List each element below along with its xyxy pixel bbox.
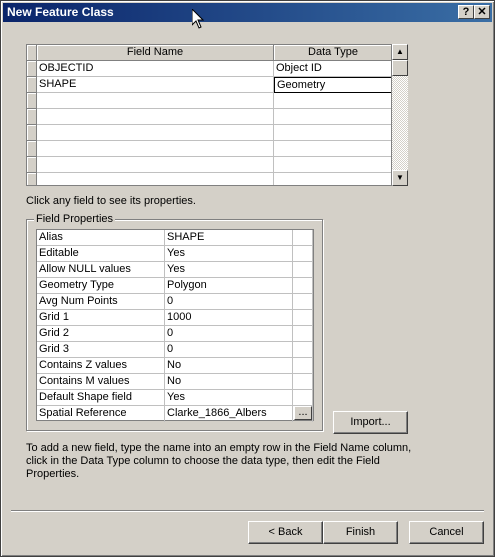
property-value[interactable]: No [165, 358, 293, 374]
row-selector[interactable] [27, 77, 37, 93]
property-row[interactable] [37, 294, 313, 310]
row-selector[interactable] [27, 109, 37, 125]
fields-grid [26, 44, 392, 186]
property-row[interactable] [37, 278, 313, 294]
field-name-cell[interactable] [37, 125, 274, 141]
property-row[interactable] [37, 246, 313, 262]
separator [11, 510, 484, 512]
property-extra [293, 326, 313, 342]
property-row[interactable] [37, 230, 313, 246]
data-type-cell[interactable] [274, 157, 392, 173]
field-name-cell[interactable] [37, 93, 274, 109]
table-row[interactable] [27, 77, 392, 93]
fields-grid-scrollbar[interactable] [392, 44, 408, 186]
spatial-reference-browse-button[interactable]: ... [294, 406, 312, 420]
help-button[interactable]: ? [458, 5, 474, 19]
property-extra [293, 358, 313, 374]
data-type-cell-selected[interactable]: Geometry [274, 77, 392, 93]
field-name-cell[interactable]: OBJECTID [37, 61, 274, 77]
scroll-up-icon[interactable]: ▲ [392, 44, 408, 60]
property-value[interactable]: 0 [165, 294, 293, 310]
property-extra [293, 246, 313, 262]
table-row[interactable] [27, 173, 392, 186]
table-row[interactable] [27, 109, 392, 125]
import-button[interactable]: Import... [333, 411, 408, 434]
field-name-cell[interactable]: SHAPE [37, 77, 274, 93]
property-name: Geometry Type [37, 278, 165, 294]
property-value[interactable]: Yes [165, 262, 293, 278]
data-type-cell[interactable]: Object ID [274, 61, 392, 77]
column-header-field-name[interactable]: Field Name [37, 45, 274, 61]
row-selector[interactable] [27, 173, 37, 186]
row-selector[interactable] [27, 61, 37, 77]
property-value[interactable]: 0 [165, 342, 293, 358]
property-extra [293, 230, 313, 246]
field-name-cell[interactable] [37, 109, 274, 125]
property-row[interactable] [37, 342, 313, 358]
data-type-cell[interactable] [274, 141, 392, 157]
scroll-down-icon[interactable]: ▼ [392, 170, 408, 186]
window-title: New Feature Class [7, 5, 114, 19]
property-value[interactable]: Yes [165, 246, 293, 262]
table-row[interactable] [27, 141, 392, 157]
cancel-button[interactable]: Cancel [409, 521, 484, 544]
property-row[interactable] [37, 406, 313, 422]
property-extra [293, 390, 313, 406]
fields-grid-header [27, 45, 392, 61]
property-row[interactable] [37, 310, 313, 326]
field-hint: Click any field to see its properties. [26, 195, 196, 207]
property-value[interactable]: Polygon [165, 278, 293, 294]
property-name: Grid 3 [37, 342, 165, 358]
property-name: Grid 2 [37, 326, 165, 342]
field-properties-title: Field Properties [36, 213, 114, 225]
property-value[interactable]: 0 [165, 326, 293, 342]
row-selector[interactable] [27, 125, 37, 141]
property-name: Spatial Reference [37, 406, 165, 422]
row-selector[interactable] [27, 141, 37, 157]
field-name-cell[interactable] [37, 173, 274, 186]
field-name-cell[interactable] [37, 141, 274, 157]
field-name-cell[interactable] [37, 157, 274, 173]
data-type-cell[interactable] [274, 173, 392, 186]
table-row[interactable] [27, 93, 392, 109]
table-row[interactable] [27, 61, 392, 77]
row-selector[interactable] [27, 93, 37, 109]
property-name: Editable [37, 246, 165, 262]
property-name: Default Shape field [37, 390, 165, 406]
back-button[interactable]: < Back [248, 521, 323, 544]
property-name: Grid 1 [37, 310, 165, 326]
data-type-cell[interactable] [274, 93, 392, 109]
property-row[interactable] [37, 262, 313, 278]
row-selector[interactable] [27, 157, 37, 173]
header-selector [27, 45, 37, 61]
property-extra [293, 278, 313, 294]
table-row[interactable] [27, 125, 392, 141]
property-extra [293, 310, 313, 326]
instructions-text: To add a new field, type the name into an empty row in the Field Name column, click in the Data Type column to choose the data type, then edit the Field Properties. [26, 442, 412, 480]
field-properties-grid [36, 229, 314, 421]
table-row[interactable] [27, 157, 392, 173]
property-extra [293, 342, 313, 358]
property-row[interactable] [37, 326, 313, 342]
property-value[interactable]: No [165, 374, 293, 390]
property-row[interactable] [37, 374, 313, 390]
property-name: Avg Num Points [37, 294, 165, 310]
data-type-cell[interactable] [274, 125, 392, 141]
property-value[interactable]: 1000 [165, 310, 293, 326]
column-header-data-type[interactable]: Data Type [274, 45, 392, 61]
scroll-thumb[interactable] [392, 60, 408, 76]
close-button[interactable]: ✕ [474, 5, 490, 19]
property-value[interactable]: Clarke_1866_Albers [165, 406, 293, 422]
property-row[interactable] [37, 390, 313, 406]
property-name: Allow NULL values [37, 262, 165, 278]
property-name: Contains Z values [37, 358, 165, 374]
property-name: Alias [37, 230, 165, 246]
property-row[interactable] [37, 358, 313, 374]
property-extra [293, 294, 313, 310]
property-name: Contains M values [37, 374, 165, 390]
property-value[interactable]: SHAPE [165, 230, 293, 246]
finish-button[interactable]: Finish [323, 521, 398, 544]
property-value[interactable]: Yes [165, 390, 293, 406]
property-extra [293, 262, 313, 278]
mouse-pointer-icon [192, 9, 204, 29]
property-extra [293, 374, 313, 390]
data-type-cell[interactable] [274, 109, 392, 125]
title-bar [3, 3, 492, 22]
